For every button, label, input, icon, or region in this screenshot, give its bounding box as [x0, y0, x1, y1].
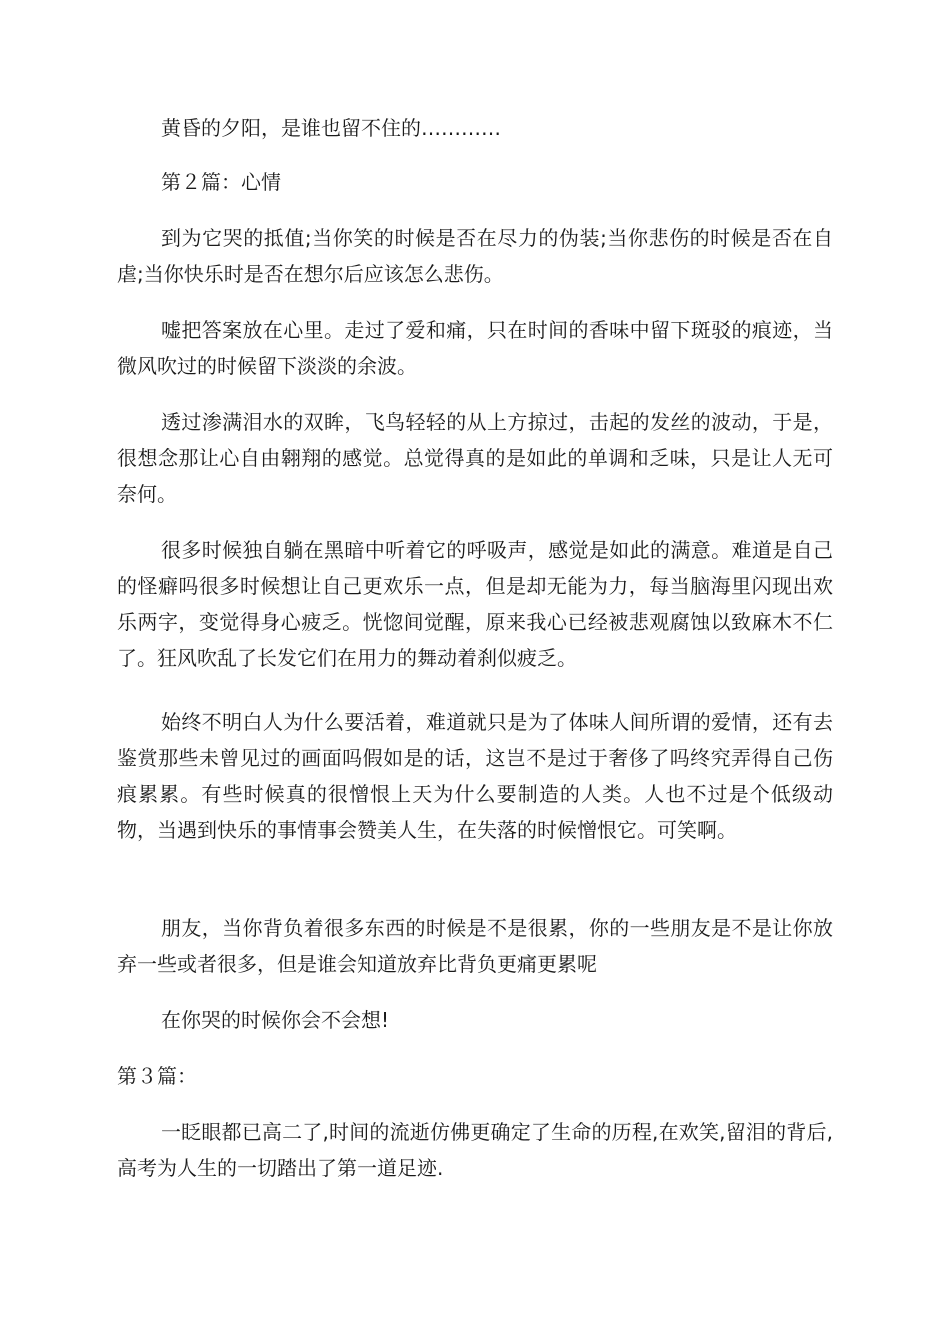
paragraph: 一眨眼都已高二了,时间的流逝仿佛更确定了生命的历程,在欢笑,留泪的背后,高考为人生的一切踏出了第一道足迹. — [117, 1120, 833, 1180]
paragraph: 嘘把答案放在心里。走过了爱和痛，只在时间的香味中留下斑驳的痕迹，当微风吹过的时候留下淡淡的余波。 — [117, 318, 833, 378]
paragraph: 到为它哭的抵值;当你笑的时候是否在尽力的伪装;当你悲伤的时候是否在自虐;当你快乐时是否在想尔后应该怎么悲伤。 — [117, 226, 833, 286]
paragraph: 很多时候独自躺在黑暗中听着它的呼吸声，感觉是如此的满意。难道是自己的怪癖吗很多时候想让自己更欢乐一点，但是却无能为力，每当脑海里闪现出欢乐两字，变觉得身心疲乏。恍惚间觉醒，原来我心已经被悲观腐蚀以致麻木不仁了。狂风吹乱了长发它们在用力的舞动着刹似疲乏。 — [117, 538, 833, 670]
paragraph: 在你哭的时候你会不会想! — [161, 1008, 390, 1032]
paragraph: 始终不明白人为什么要活着，难道就只是为了体味人间所谓的爱情，还有去鉴赏那些未曾见过的画面吗假如是的话，这岂不是过于奢侈了吗终究弄得自己伤痕累累。有些时候真的很憎恨上天为什么要制造的人类。人也不过是个低级动物，当遇到快乐的事情事会赞美人生，在失落的时候憎恨它。可笑啊。 — [117, 710, 833, 842]
paragraph: 朋友，当你背负着很多东西的时候是不是很累，你的一些朋友是不是让你放弃一些或者很多，但是谁会知道放弃比背负更痛更累呢 — [117, 916, 833, 976]
section-heading-3: 第３篇： — [117, 1064, 197, 1088]
paragraph-sunset-line: 黄昏的夕阳，是谁也留不住的………… — [161, 116, 501, 140]
paragraph: 透过渗满泪水的双眸，飞鸟轻轻的从上方掠过，击起的发丝的波动，于是，很想念那让心自由翱翔的感觉。总觉得真的是如此的单调和乏味，只是让人无可奈何。 — [117, 410, 833, 506]
section-heading-2: 第２篇：心情 — [161, 170, 281, 194]
